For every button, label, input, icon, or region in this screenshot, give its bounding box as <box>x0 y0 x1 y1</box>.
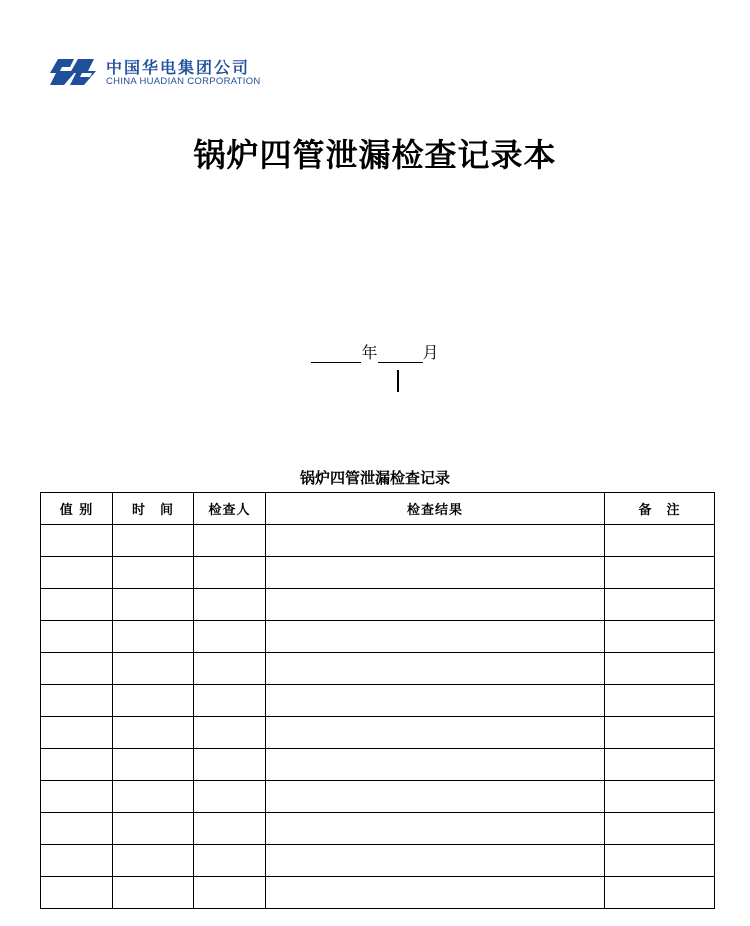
cell-time[interactable] <box>113 781 194 813</box>
cell-remarks[interactable] <box>605 621 715 653</box>
cell-inspector[interactable] <box>194 589 266 621</box>
inspection-record-table <box>40 492 715 909</box>
cell-remarks[interactable] <box>605 717 715 749</box>
cell-result[interactable] <box>266 557 605 589</box>
cell-inspector[interactable] <box>194 525 266 557</box>
cell-remarks[interactable] <box>605 653 715 685</box>
cell-inspector[interactable] <box>194 749 266 781</box>
year-blank[interactable] <box>311 346 361 363</box>
cell-remarks[interactable] <box>605 589 715 621</box>
header-result: 检查结果 <box>266 493 605 525</box>
table-row <box>41 653 715 685</box>
cell-result[interactable] <box>266 717 605 749</box>
huadian-logo-icon <box>48 57 100 87</box>
cell-time[interactable] <box>113 557 194 589</box>
cell-shift[interactable] <box>41 589 113 621</box>
cell-shift[interactable] <box>41 685 113 717</box>
company-logo <box>48 55 288 91</box>
cell-result[interactable] <box>266 589 605 621</box>
cell-shift[interactable] <box>41 781 113 813</box>
table-title: 锅炉四管泄漏检查记录 <box>299 469 450 487</box>
table-row <box>41 685 715 717</box>
cell-time[interactable] <box>113 653 194 685</box>
cell-result[interactable] <box>266 813 605 845</box>
cell-time[interactable] <box>113 589 194 621</box>
cell-time[interactable] <box>113 877 194 909</box>
table-header-row <box>41 493 715 525</box>
cell-result[interactable] <box>266 525 605 557</box>
table-row <box>41 781 715 813</box>
cell-result[interactable] <box>266 845 605 877</box>
cell-inspector[interactable] <box>194 653 266 685</box>
cell-shift[interactable] <box>41 877 113 909</box>
cell-shift[interactable] <box>41 717 113 749</box>
cell-inspector[interactable] <box>194 685 266 717</box>
cell-time[interactable] <box>113 717 194 749</box>
table-row <box>41 845 715 877</box>
header-shift: 值 别 <box>41 493 113 525</box>
cell-result[interactable] <box>266 781 605 813</box>
month-blank[interactable] <box>378 346 423 363</box>
page-title: 锅炉四管泄漏检查记录本 <box>193 136 557 174</box>
header-inspector: 检查人 <box>194 493 266 525</box>
cell-inspector[interactable] <box>194 845 266 877</box>
cell-time[interactable] <box>113 525 194 557</box>
cell-shift[interactable] <box>41 557 113 589</box>
header-remarks: 备 注 <box>605 493 715 525</box>
table-row <box>41 589 715 621</box>
cell-inspector[interactable] <box>194 877 266 909</box>
cell-time[interactable] <box>113 685 194 717</box>
cell-result[interactable] <box>266 877 605 909</box>
cell-time[interactable] <box>113 621 194 653</box>
text-cursor <box>397 370 399 392</box>
cell-shift[interactable] <box>41 525 113 557</box>
cell-shift[interactable] <box>41 749 113 781</box>
cell-result[interactable] <box>266 685 605 717</box>
cell-inspector[interactable] <box>194 557 266 589</box>
table-row <box>41 525 715 557</box>
logo-english-name: CHINA HUADIAN CORPORATION <box>106 76 261 87</box>
month-label: 月 <box>422 343 439 362</box>
cell-remarks[interactable] <box>605 525 715 557</box>
cell-shift[interactable] <box>41 621 113 653</box>
table-row <box>41 749 715 781</box>
year-label: 年 <box>361 343 378 362</box>
cell-shift[interactable] <box>41 813 113 845</box>
cell-result[interactable] <box>266 749 605 781</box>
cell-remarks[interactable] <box>605 877 715 909</box>
cell-shift[interactable] <box>41 845 113 877</box>
cell-inspector[interactable] <box>194 813 266 845</box>
cell-time[interactable] <box>113 813 194 845</box>
cell-remarks[interactable] <box>605 813 715 845</box>
cell-inspector[interactable] <box>194 781 266 813</box>
header-time: 时 间 <box>113 493 194 525</box>
cell-inspector[interactable] <box>194 621 266 653</box>
logo-chinese-name: 中国华电集团公司 <box>106 58 251 77</box>
cell-remarks[interactable] <box>605 845 715 877</box>
cell-remarks[interactable] <box>605 749 715 781</box>
table-body <box>41 525 715 909</box>
table-row <box>41 621 715 653</box>
cell-result[interactable] <box>266 621 605 653</box>
table-row <box>41 717 715 749</box>
cell-time[interactable] <box>113 749 194 781</box>
table-row <box>41 813 715 845</box>
date-line <box>0 340 750 363</box>
cell-shift[interactable] <box>41 653 113 685</box>
table-row <box>41 877 715 909</box>
cell-remarks[interactable] <box>605 557 715 589</box>
cell-remarks[interactable] <box>605 685 715 717</box>
cell-remarks[interactable] <box>605 781 715 813</box>
cell-time[interactable] <box>113 845 194 877</box>
cell-inspector[interactable] <box>194 717 266 749</box>
cell-result[interactable] <box>266 653 605 685</box>
table-row <box>41 557 715 589</box>
